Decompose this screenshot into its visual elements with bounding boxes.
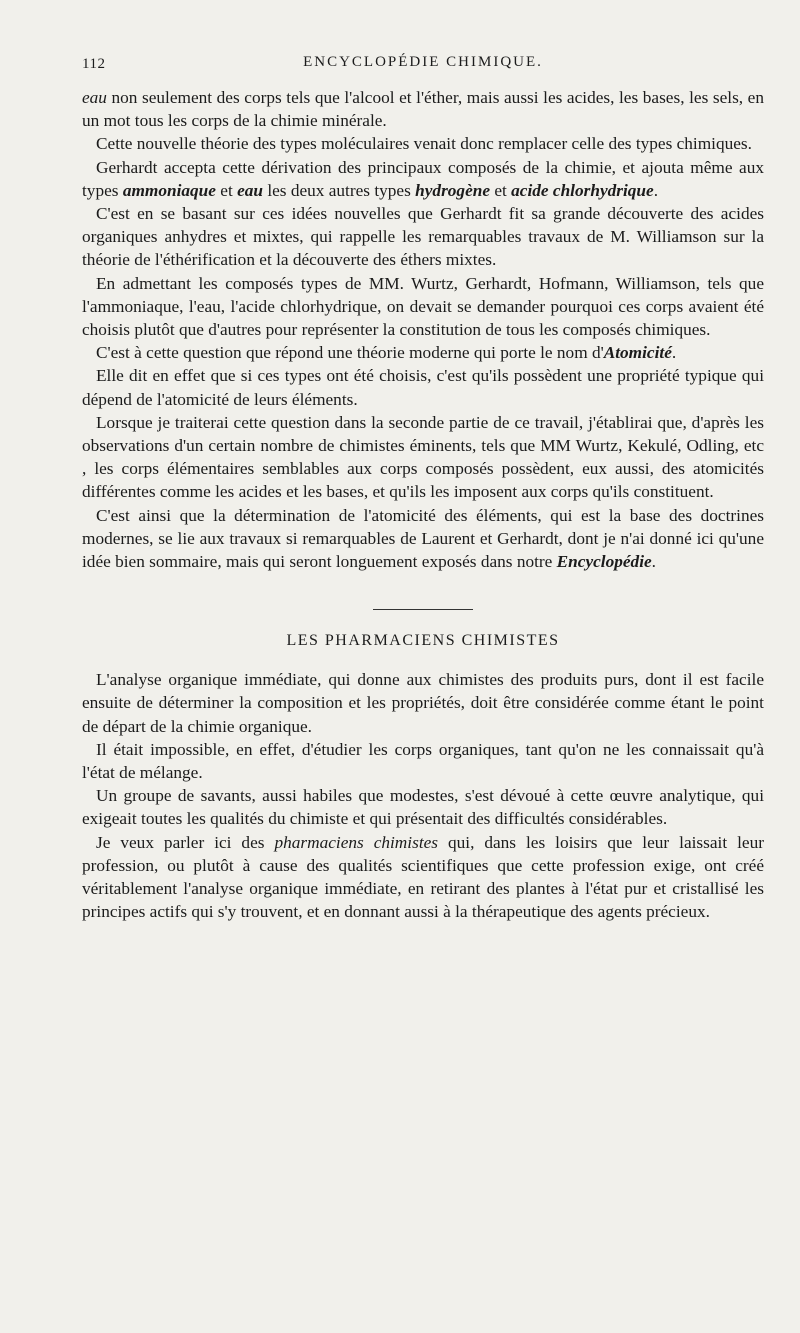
body-text-part1	[82, 86, 764, 573]
italic-term: Atomicité	[603, 343, 672, 363]
text-run: .	[651, 552, 656, 572]
paragraph: L'analyse organique immédiate, qui donne aux chimistes des produits purs, dont il est facile ensuite de déterminer la composition et les propriétés, doit être considérée comme étant le point de départ de la chimie organique.	[82, 670, 764, 736]
italic-term: acide chlorhydrique	[511, 180, 654, 200]
paragraph: Il était impossible, en effet, d'étudier les corps organiques, tant qu'on ne les connaissait qu'à l'état de mélange.	[82, 739, 764, 783]
text-run: .	[653, 180, 659, 200]
page-header	[82, 50, 764, 78]
text-run: et	[215, 180, 238, 200]
page-number: 112	[82, 56, 106, 72]
section-title: LES PHARMACIENS CHIMISTES	[286, 632, 560, 650]
italic-term: pharmaciens chimistes	[274, 832, 439, 852]
paragraph: Lorsque je traiterai cette question dans la seconde partie de ce travail, j'établirai que, d'après les observations d'un certain nombre de chimistes éminents, tels que MM Wurtz, Kekulé, Odling, etc , les corps élémentaires semblables aux corps composés possèdent, eux aussi, des atomicités différentes comme les acides et les bases, et qu'ils les imposent aux corps qu'ils constituent.	[82, 412, 764, 502]
paragraph: Elle dit en effet que si ces types ont été choisis, c'est qu'ils possèdent une propriété typique qui dépend de l'atomicité de leurs éléments.	[82, 366, 764, 409]
text-run: .	[671, 343, 677, 363]
text-run: Je veux parler ici des	[96, 832, 275, 852]
paragraph: En admettant les composés types de MM. Wurtz, Gerhardt, Hofmann, Williamson, tels que l'ammoniaque, l'eau, l'acide chlorhydrique, on devait se demander pourquoi ces corps avaient été choisis plutôt que d'autres pour représenter la constitution de tous les composés chimiques.	[82, 273, 764, 340]
italic-term: eau	[237, 180, 263, 200]
paragraph	[82, 504, 764, 574]
paragraph	[82, 86, 764, 132]
paragraph: C'est en se basant sur ces idées nouvelles que Gerhardt fit sa grande découverte des acides organiques anhydres et mixtes, qui rappelle les remarquables travaux de M. Williamson sur la théorie de l'éthérification et la découverte des éthers mixtes.	[82, 204, 764, 270]
body-text-part2	[82, 668, 764, 923]
text-run: et	[490, 180, 512, 200]
text-run: Gerhardt accepta cette dérivation des principaux composés de la chimie, et ajouta même aux types	[82, 157, 764, 200]
text-run: non seulement des corps tels que l'alcool et l'éther, mais aussi les acides, les bases, les sels, en un mot tous les corps de la chimie minérale.	[82, 88, 764, 131]
text-run: C'est à cette question que répond une théorie moderne qui porte le nom d'	[96, 343, 604, 363]
paragraph	[82, 831, 764, 924]
paragraph	[82, 341, 764, 364]
paragraph	[82, 156, 764, 202]
paragraph: Cette nouvelle théorie des types moléculaires venait donc remplacer celle des types chimiques.	[96, 134, 752, 154]
italic-term: Encyclopédie	[556, 552, 652, 572]
section-divider	[373, 609, 473, 610]
text-run: C'est ainsi que la détermination de l'atomicité des éléments, qui est la base des doctrines modernes, se lie aux travaux si remarquables de Laurent et Gerhardt, dont je n'ai donné ici qu'une idée bien sommaire, mais qui seront longuement exposés dans notre	[82, 505, 764, 572]
text-run: qui, dans les loisirs que leur laissait leur profession, ou plutôt à cause des qualités scientifiques que cette profession exige, ont créé véritablement l'analyse organique immédiate, en retirant des plantes à l'état pur et cristallisé les principes actifs qui s'y trouvent, et en donnant aussi à la thérapeutique des agents précieux.	[82, 832, 764, 922]
italic-term: eau	[82, 88, 107, 107]
italic-term: ammoniaque	[122, 180, 216, 200]
paragraph: Un groupe de savants, aussi habiles que modestes, s'est dévoué à cette œuvre analytique, qui exigeait toutes les qualités du chimiste et qui présentait des difficultés considérables.	[82, 786, 764, 829]
italic-term: hydrogène	[415, 180, 491, 200]
running-title: ENCYCLOPÉDIE CHIMIQUE.	[303, 54, 543, 70]
text-run: les deux autres types	[263, 180, 416, 200]
